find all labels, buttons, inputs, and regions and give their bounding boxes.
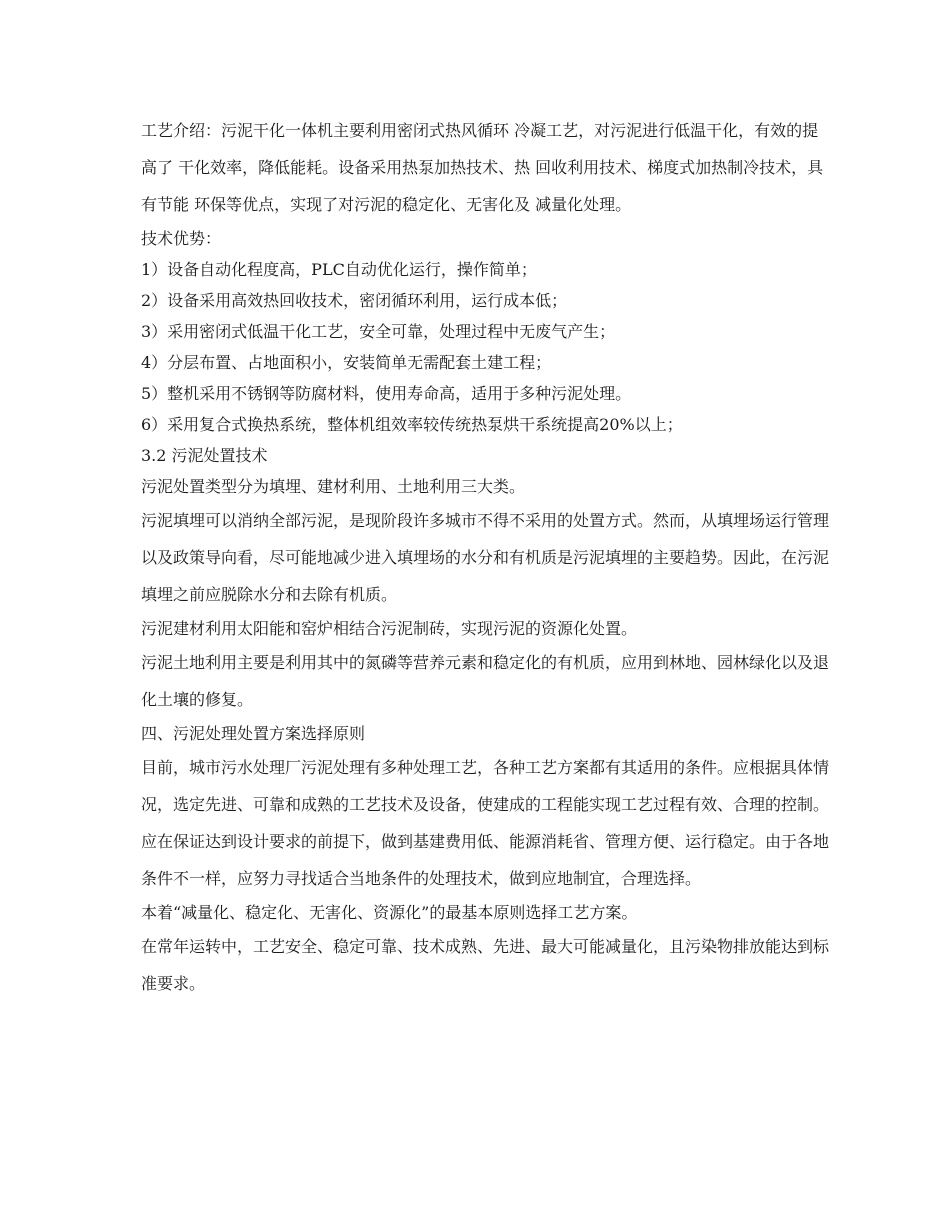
advantage-item-4: 4）分层布置、占地面积小，安装简单无需配套土建工程； bbox=[141, 353, 552, 372]
advantage-item-5: 5）整机采用不锈钢等防腐材料，使用寿命高，适用于多种污泥处理。 bbox=[141, 384, 632, 403]
advantages-heading: 技术优势： bbox=[141, 229, 222, 248]
advantage-item-2: 2）设备采用高效热回收技术，密闭循环利用，运行成本低； bbox=[141, 291, 568, 310]
section-heading-3-2: 3.2 污泥处置技术 bbox=[141, 446, 268, 465]
document-body bbox=[141, 112, 831, 1002]
principle-paragraph-1: 目前，城市污水处理厂污泥处理有多种处理工艺，各种工艺方案都有其适用的条件。应根据具体情况，选定先进、可靠和成熟的工艺技术及设备，使建成的工程能实现工艺过程有效、合理的控制。应在保证达到设计要求的前提下，做到基建费用低、能源消耗省、管理方便、运行稳定。由于各地条件不一样，应努力寻找适合当地条件的处理技术，做到应地制宜，合理选择。 bbox=[141, 758, 830, 888]
section-heading-4: 四、污泥处理处置方案选择原则 bbox=[141, 724, 366, 743]
principle-paragraph-3: 在常年运转中，工艺安全、稳定可靠、技术成熟、先进、最大可能减量化，且污染物排放能达到标准要求。 bbox=[141, 937, 830, 993]
advantage-item-1: 1）设备自动化程度高，PLC自动优化运行，操作简单； bbox=[141, 260, 537, 279]
landfill-paragraph: 污泥填埋可以消纳全部污泥，是现阶段许多城市不得不采用的处置方式。然而，从填埋场运行管理以及政策导向看，尽可能地减少进入填埋场的水分和有机质是污泥填埋的主要趋势。因此，在污泥填埋之前应脱除水分和去除有机质。 bbox=[141, 511, 830, 604]
intro-paragraph: 工艺介绍：污泥干化一体机主要利用密闭式热风循环 冷凝工艺，对污泥进行低温干化，有效的提高了 干化效率，降低能耗。设备采用热泵加热技术、热 回收利用技术、梯度式加热制冷技术，具有节能 环保等优点，实现了对污泥的稳定化、无害化及 减量化处理。 bbox=[141, 121, 824, 214]
land-use-paragraph: 污泥土地利用主要是利用其中的氮磷等营养元素和稳定化的有机质，应用到林地、园林绿化以及退化土壤的修复。 bbox=[141, 653, 830, 709]
advantage-item-3: 3）采用密闭式低温干化工艺，安全可靠，处理过程中无废气产生； bbox=[141, 322, 616, 341]
principle-paragraph-2: 本着“减量化、稳定化、无害化、资源化”的最基本原则选择工艺方案。 bbox=[141, 903, 638, 922]
disposal-types-paragraph: 污泥处置类型分为填埋、建材利用、土地利用三大类。 bbox=[141, 477, 526, 496]
advantage-item-6: 6）采用复合式换热系统，整体机组效率较传统热泵烘干系统提高20%以上； bbox=[141, 415, 683, 434]
building-material-paragraph: 污泥建材利用太阳能和窑炉相结合污泥制砖，实现污泥的资源化处置。 bbox=[141, 619, 638, 638]
